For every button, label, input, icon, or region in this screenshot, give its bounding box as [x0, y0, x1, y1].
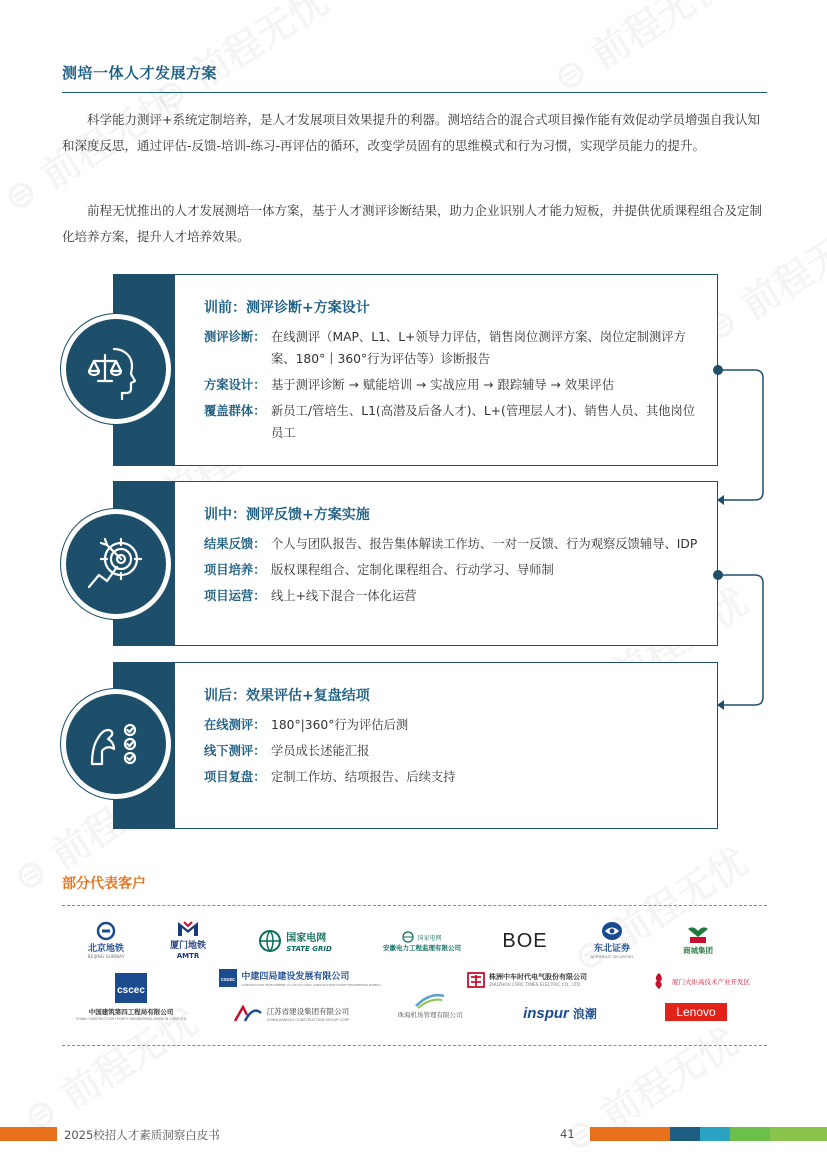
- row-value: 学员成长述能汇报: [271, 744, 370, 758]
- footer-color-bar: [770, 1127, 827, 1141]
- logo-shangcheng-group: [672, 920, 724, 960]
- state-grid-globe-icon: [258, 929, 282, 953]
- row-label: 方案设计：: [204, 378, 266, 392]
- row-label: 覆盖群体：: [204, 404, 266, 418]
- beijing-subway-mark-icon: [96, 921, 116, 941]
- logo-boe: [490, 924, 560, 958]
- logo-name: 厦门火炬高技术产业开发区: [672, 977, 750, 986]
- card-row: [204, 400, 699, 444]
- intro-paragraph: 前程无忧推出的人才发展测培一体方案，基于人才测评诊断结果，助力企业识别人才能力短板，并提供优质课程组合及定制化培养方案，提升人才培养效果。: [62, 203, 763, 244]
- logo-anhui-power: [372, 924, 472, 958]
- crrc-mark-icon: [467, 972, 485, 988]
- svg-text:cscec: cscec: [221, 977, 236, 983]
- logo-china-construction-fourth: [76, 966, 186, 1026]
- logo-sub: BEIJING SUBWAY: [87, 954, 125, 960]
- torch-mark-icon: [650, 972, 668, 990]
- logo-name: 中国建筑第四工程局有限公司: [88, 1007, 174, 1016]
- logo-state-grid: [252, 924, 338, 958]
- logo-lenovo: [665, 1003, 727, 1021]
- card-title: 训后：效果评估+复盘结项: [204, 688, 370, 704]
- watermark: [540, 0, 736, 103]
- footer-color-bar: [730, 1127, 770, 1141]
- footer-color-bar: [700, 1127, 730, 1141]
- jiangsu-construction-mark-icon: [233, 1005, 263, 1023]
- logo-sub: STATE GRID: [286, 945, 332, 953]
- logo-name: 厦门地铁: [169, 941, 206, 951]
- footer-color-bar: [590, 1127, 670, 1141]
- card-row: [204, 714, 699, 736]
- footer-accent-bar: [0, 1127, 57, 1141]
- logo-sub: AMTR: [176, 952, 200, 960]
- dashed-divider: [62, 1045, 767, 1046]
- clients-title: 部分代表客户: [62, 876, 146, 892]
- phase-card-pre-training: [113, 274, 718, 466]
- logo-name: 商城集团: [683, 945, 713, 955]
- phase-card-post-training: [113, 662, 718, 829]
- logo-name: Lenovo: [676, 1005, 716, 1019]
- logo-sub: inspur: [523, 1004, 569, 1022]
- logo-xiamen-metro: [158, 918, 218, 962]
- logo-sub: CHINA JIANGSU CONSTRUCTION GROUP CORP: [266, 1018, 350, 1022]
- state-grid-small-icon: [402, 931, 414, 943]
- row-label: 线下测评：: [204, 744, 266, 758]
- logo-jiangsu-construction: [226, 1002, 356, 1026]
- card-row: [204, 559, 699, 581]
- logo-name: 安徽电力工程监理有限公司: [383, 943, 461, 952]
- logo-name: 浪潮: [572, 1006, 597, 1021]
- row-value: 定制工作坊、结项报告、后续支持: [271, 770, 456, 784]
- row-label: 结果反馈：: [204, 537, 266, 551]
- phase-card-in-training: [113, 481, 718, 646]
- shangcheng-mark-icon: [686, 925, 710, 945]
- section-title: 测培一体人才发展方案: [62, 64, 218, 82]
- card-row: [204, 374, 699, 396]
- row-label: 项目运营：: [204, 589, 266, 603]
- target-arrow-icon: [60, 508, 172, 620]
- logo-sub: 国家电网: [417, 934, 442, 942]
- footer-color-bar: [670, 1127, 700, 1141]
- zhuhai-airport-mark-icon: [412, 990, 448, 1010]
- row-label: 在线测评：: [204, 718, 266, 732]
- logo-name: 江苏省建设集团有限公司: [266, 1007, 350, 1016]
- logo-xiamen-torch: [640, 970, 760, 992]
- title-divider: [62, 92, 767, 93]
- logo-cscec4-development: [220, 966, 380, 990]
- flow-connector-arrows: [700, 355, 780, 715]
- row-value: 线上+线下混合一体化运营: [271, 589, 417, 603]
- svg-text:cscec: cscec: [117, 984, 145, 996]
- dashed-divider: [62, 905, 767, 906]
- logo-name: 中建四局建设发展有限公司: [241, 972, 350, 982]
- intro-paragraph: 科学能力测评+系统定制培养，是人才发展项目效果提升的利器。测培结合的混合式项目操作能有效促动学员增强自我认知和深度反思，通过评估-反馈-培训-练习-再评估的循环，改变学员固有的思维模式和行为习惯，实现学员能力的提升。: [62, 112, 760, 153]
- cscec-small-icon: [219, 969, 237, 987]
- row-label: 项目培养：: [204, 563, 266, 577]
- logo-name: BOE: [502, 929, 548, 952]
- row-value: 个人与团队报告、报告集体解读工作坊、一对一反馈、行为观察反馈辅导、IDP: [271, 537, 698, 551]
- logo-sub: NORTHEAST SECURITIES: [590, 955, 634, 959]
- logo-name: 北京地铁: [87, 943, 124, 954]
- logo-crrc-times-electric: [452, 968, 602, 992]
- card-row: [204, 766, 699, 788]
- card-title: 训中：测评反馈+方案实施: [204, 507, 370, 523]
- card-row: [204, 585, 699, 607]
- row-value: 基于测评诊断 → 赋能培训 → 实战应用 → 跟踪辅导 → 效果评估: [271, 378, 615, 392]
- card-row: [204, 740, 699, 762]
- logo-beijing-subway: [70, 918, 142, 962]
- logo-sub: CHINA CONSTRUCTION FOURTH ENGINEERING DIVISION CORP. LTD: [75, 1016, 187, 1021]
- card-row: [204, 533, 699, 555]
- xiamen-metro-mark-icon: [176, 920, 200, 938]
- row-label: 测评诊断：: [204, 330, 266, 344]
- logo-name: 珠海机场管理有限公司: [397, 1010, 463, 1019]
- logo-name: 株洲中车时代电气股份有限公司: [489, 973, 587, 981]
- logo-name: 东北证券: [593, 944, 630, 954]
- head-scale-icon: [60, 313, 172, 425]
- logo-name: 国家电网: [286, 933, 327, 944]
- cscec-mark-icon: [114, 972, 148, 1004]
- logo-sub: CONSTRUCTION DEVELOPMENT CO.,LTD OF CHINA CONSTRUCTION FOURTH ENGINEERING BUREAU: [241, 983, 381, 987]
- card-row: [204, 326, 699, 370]
- row-value: 在线测评（MAP、L1、L+领导力评估，销售岗位测评方案、岗位定制测评方案、180°丨360°行为评估等）诊断报告: [271, 330, 686, 366]
- muscle-checklist-icon: [60, 688, 172, 800]
- logo-northeast-securities: [580, 920, 644, 960]
- card-title: 训前：测评诊断+方案设计: [204, 300, 370, 316]
- row-value: 新员工/管培生、L1(高潜及后备人才)、L+(管理层人才)、销售人员、其他岗位员工: [271, 404, 696, 440]
- row-value: 版权课程组合、定制化课程组合、行动学习、导师制: [271, 563, 554, 577]
- footer-doc-title: 2025校招人才素质洞察白皮书: [64, 1128, 220, 1142]
- row-value: 180°|360°行为评估后测: [271, 718, 409, 732]
- row-label: 项目复盘：: [204, 770, 266, 784]
- logo-inspur: [512, 1002, 608, 1024]
- logo-sub: ZHUZHOU CRRC TIMES ELECTRIC CO., LTD.: [489, 983, 582, 988]
- watermark: [560, 832, 756, 983]
- northeast-securities-mark-icon: [601, 921, 623, 941]
- page-number: 41: [560, 1127, 575, 1141]
